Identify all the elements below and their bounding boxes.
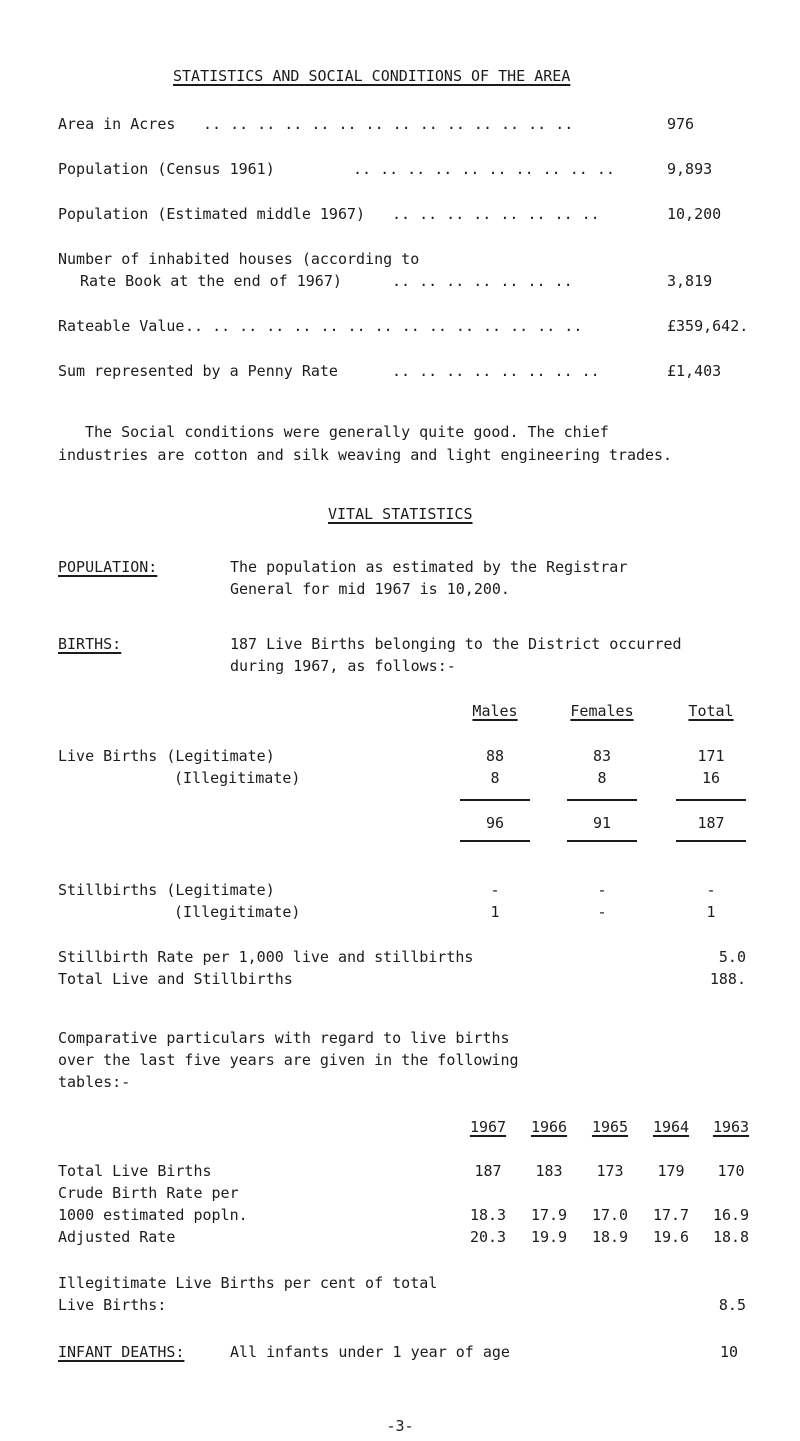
fact-label: Population (Estimated middle 1967) <box>58 205 366 223</box>
fact-value: 9,893 <box>667 160 713 178</box>
births-text: during 1967, as follows:- <box>230 657 456 675</box>
leader-dots: .. .. .. .. .. .. .. .. .. .. <box>353 160 615 178</box>
cell-total-live-births: 170 <box>717 1162 745 1180</box>
comparative-text: over the last five years are given in the following <box>58 1051 519 1069</box>
social-conditions-line: industries are cotton and silk weaving and light engineering trades. <box>58 446 673 464</box>
year-header: 1967 <box>469 1118 507 1136</box>
cell-live-legit-females: 83 <box>592 747 612 765</box>
cell-adjusted-rate: 18.9 <box>591 1228 629 1246</box>
year-header: 1965 <box>591 1118 629 1136</box>
cell-adjusted-rate: 19.6 <box>652 1228 690 1246</box>
cell-live-total-males: 96 <box>485 814 505 832</box>
row-label-stillbirths-legitimate: Stillbirths (Legitimate) <box>58 881 275 899</box>
cell-still-illeg-females: - <box>597 903 607 921</box>
row-label-live-illegitimate: (Illegitimate) <box>174 769 301 787</box>
cell-total-live-births: 179 <box>657 1162 685 1180</box>
cell-adjusted-rate: 19.9 <box>530 1228 568 1246</box>
year-header: 1964 <box>652 1118 690 1136</box>
cell-still-legit-total: - <box>706 881 716 899</box>
population-label: POPULATION: <box>58 558 158 576</box>
cell-crude-birth-rate: 16.9 <box>712 1206 750 1224</box>
illegitimate-percent-label-continued: Live Births: <box>58 1296 167 1314</box>
leader-dots: .. .. .. .. .. .. .. .. .. .. .. .. .. .. .. <box>185 317 583 335</box>
cell-still-illeg-males: 1 <box>490 903 500 921</box>
leader-dots: .. .. .. .. .. .. .. <box>392 272 573 290</box>
cell-still-legit-males: - <box>490 881 500 899</box>
row-label-stillbirths-illegitimate: (Illegitimate) <box>174 903 301 921</box>
cell-live-legit-total: 171 <box>697 747 725 765</box>
fact-value: 976 <box>667 115 695 133</box>
total-live-stillbirths-value: 188. <box>709 970 746 988</box>
section-heading: VITAL STATISTICS <box>328 505 473 523</box>
cell-total-live-births: 183 <box>535 1162 563 1180</box>
cell-crude-birth-rate: 17.7 <box>652 1206 690 1224</box>
comparative-text: Comparative particulars with regard to live births <box>58 1029 510 1047</box>
sum-rule <box>567 799 637 801</box>
social-conditions-line: The Social conditions were generally quite good. The chief <box>85 423 609 441</box>
total-live-stillbirths-label: Total Live and Stillbirths <box>58 970 293 988</box>
cell-live-legit-males: 88 <box>485 747 505 765</box>
sum-rule <box>460 799 530 801</box>
cell-crude-birth-rate: 17.9 <box>530 1206 568 1224</box>
infant-deaths-text: All infants under 1 year of age <box>230 1343 510 1361</box>
row-label-adjusted-rate: Adjusted Rate <box>58 1228 176 1246</box>
fact-label: Sum represented by a Penny Rate <box>58 362 338 380</box>
sum-rule <box>676 799 746 801</box>
fact-value: 10,200 <box>667 205 722 223</box>
total-rule <box>676 840 746 842</box>
year-header: 1963 <box>712 1118 750 1136</box>
cell-still-legit-females: - <box>597 881 607 899</box>
page-number: -3- <box>386 1417 414 1435</box>
fact-value: 3,819 <box>667 272 713 290</box>
stillbirth-rate-value: 5.0 <box>718 948 746 966</box>
leader-dots: .. .. .. .. .. .. .. .. .. .. .. .. .. .. <box>203 115 574 133</box>
stillbirth-rate-label: Stillbirth Rate per 1,000 live and stillbirths <box>58 948 474 966</box>
cell-total-live-births: 187 <box>474 1162 502 1180</box>
population-text: General for mid 1967 is 10,200. <box>230 580 510 598</box>
total-rule <box>567 840 637 842</box>
row-label-total-live-births: Total Live Births <box>58 1162 212 1180</box>
cell-live-illeg-total: 16 <box>701 769 721 787</box>
cell-still-illeg-total: 1 <box>706 903 716 921</box>
infant-deaths-value: 10 <box>719 1343 738 1361</box>
leader-dots: .. .. .. .. .. .. .. .. <box>392 205 600 223</box>
cell-live-total-total: 187 <box>697 814 725 832</box>
fact-label: Population (Census 1961) <box>58 160 275 178</box>
total-rule <box>460 840 530 842</box>
fact-label: Area in Acres <box>58 115 176 133</box>
population-text: The population as estimated by the Registrar <box>230 558 628 576</box>
year-header: 1966 <box>530 1118 568 1136</box>
page-heading: STATISTICS AND SOCIAL CONDITIONS OF THE AREA <box>173 67 571 85</box>
cell-adjusted-rate: 20.3 <box>469 1228 507 1246</box>
cell-crude-birth-rate: 17.0 <box>591 1206 629 1224</box>
fact-label: Rateable Value <box>58 317 185 335</box>
comparative-text: tables:- <box>58 1073 131 1091</box>
births-label: BIRTHS: <box>58 635 122 653</box>
col-header-females: Females <box>570 702 634 720</box>
col-header-males: Males <box>472 702 518 720</box>
cell-adjusted-rate: 18.8 <box>712 1228 750 1246</box>
fact-label-continued: Rate Book at the end of 1967) <box>80 272 342 290</box>
cell-live-total-females: 91 <box>592 814 612 832</box>
cell-live-illeg-males: 8 <box>490 769 500 787</box>
row-label-live-legitimate: Live Births (Legitimate) <box>58 747 275 765</box>
illegitimate-percent-label: Illegitimate Live Births per cent of total <box>58 1274 438 1292</box>
cell-live-illeg-females: 8 <box>597 769 607 787</box>
fact-label: Number of inhabited houses (according to <box>58 250 420 268</box>
cell-total-live-births: 173 <box>596 1162 624 1180</box>
illegitimate-percent-value: 8.5 <box>718 1296 746 1314</box>
row-label-crude-birth-rate: Crude Birth Rate per <box>58 1184 239 1202</box>
cell-crude-birth-rate: 18.3 <box>469 1206 507 1224</box>
row-label-crude-birth-rate-continued: 1000 estimated popln. <box>58 1206 248 1224</box>
fact-value: £359,642. <box>667 317 749 335</box>
infant-deaths-label: INFANT DEATHS: <box>58 1343 185 1361</box>
leader-dots: .. .. .. .. .. .. .. .. <box>392 362 600 380</box>
fact-value: £1,403 <box>667 362 722 380</box>
births-text: 187 Live Births belonging to the District occurred <box>230 635 682 653</box>
col-header-total: Total <box>688 702 734 720</box>
